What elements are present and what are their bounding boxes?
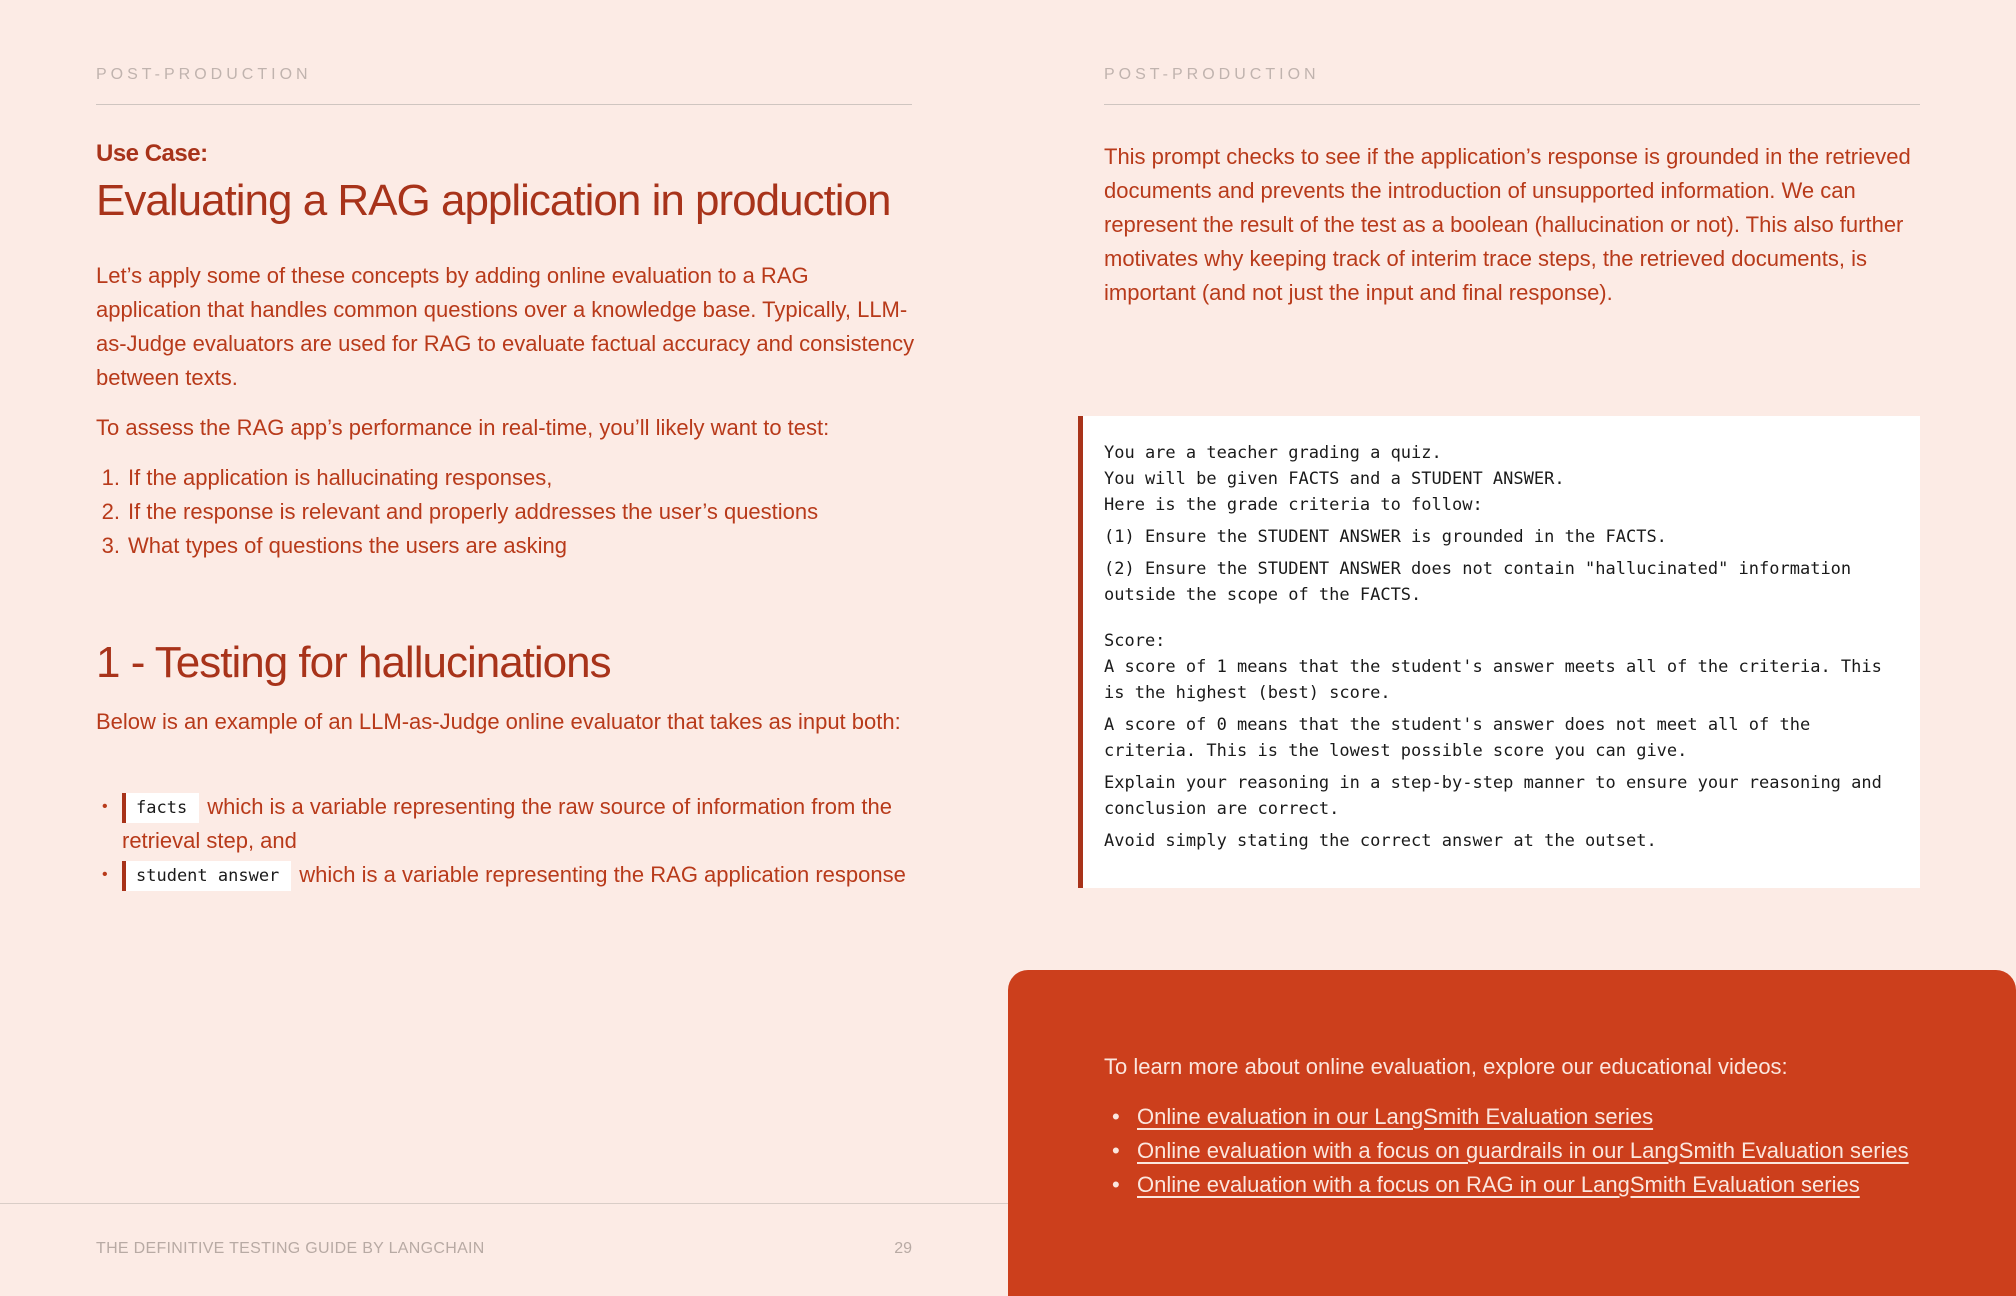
video-links-list [1104, 1100, 1909, 1202]
assess-paragraph: To assess the RAG app’s performance in real-time, you’ll likely want to test: [96, 415, 830, 440]
left-divider [96, 104, 912, 105]
code-chip-student-answer: student answer [122, 861, 291, 891]
intro-paragraph: Let’s apply some of these concepts by adding online evaluation to a RAG application that handles common questions over a knowledge base. Typically, LLM-as-Judge evaluators are used for RAG to evaluate factual accuracy and consistency between texts. [96, 263, 915, 390]
footer-divider [0, 1203, 1008, 1204]
video-link-rag[interactable]: Online evaluation with a focus on RAG in our LangSmith Evaluation series [1137, 1172, 1860, 1197]
prompt-line: You are a teacher grading a quiz. [1104, 443, 1442, 463]
bullet-icon: • [1112, 1104, 1120, 1129]
prompt-line: Score: [1104, 631, 1166, 651]
section-title: 1 - Testing for hallucinations [96, 638, 611, 687]
bullet-icon: • [102, 866, 108, 883]
learn-more-panel [1008, 970, 2016, 1296]
footer-title: THE DEFINITIVE TESTING GUIDE BY LANGCHAIN [96, 1240, 485, 1257]
prompt-line: Here is the grade criteria to follow: [1104, 495, 1483, 515]
prompt-line: A score of 1 means that the student's answer meets all of the criteria. This is the highest (best) score. [1104, 657, 1893, 703]
prompt-line: (2) Ensure the STUDENT ANSWER does not contain "hallucinated" information outside the scope of the FACTS. [1104, 559, 1862, 605]
list-item: 3. What types of questions the users are asking [101, 533, 568, 558]
video-link-langsmith-series[interactable]: Online evaluation in our LangSmith Evaluation series [1137, 1104, 1654, 1129]
right-eyebrow: POST-PRODUCTION [1104, 66, 1320, 83]
list-item: • facts which is a variable representing the raw source of information from the retrieval step, and [96, 790, 916, 858]
list-item: 1. If the application is hallucinating responses, [101, 465, 553, 490]
tests-list [96, 461, 818, 563]
list-item [1104, 1168, 1909, 1202]
left-eyebrow: POST-PRODUCTION [96, 66, 312, 83]
list-item: • student answer which is a variable representing the RAG application response [96, 858, 916, 892]
code-chip-facts: facts [122, 793, 199, 823]
prompt-line: You will be given FACTS and a STUDENT ANSWER. [1104, 469, 1565, 489]
page-number: 29 [894, 1240, 912, 1257]
list-item: 2. If the response is relevant and properly addresses the user’s questions [101, 499, 819, 524]
prompt-line: Explain your reasoning in a step-by-step manner to ensure your reasoning and conclusion are correct. [1104, 773, 1893, 819]
below-paragraph: Below is an example of an LLM-as-Judge online evaluator that takes as input both: [96, 709, 901, 734]
video-link-guardrails[interactable]: Online evaluation with a focus on guardrails in our LangSmith Evaluation series [1137, 1138, 1909, 1163]
right-divider [1104, 104, 1920, 105]
prompt-line: Avoid simply stating the correct answer at the outset. [1104, 831, 1657, 851]
bullet-icon: • [1112, 1172, 1120, 1197]
learn-more-intro: To learn more about online evaluation, explore our educational videos: [1104, 1054, 1788, 1079]
list-item [1104, 1134, 1909, 1168]
prompt-intro-paragraph: This prompt checks to see if the application’s response is grounded in the retrieved documents and prevents the introduction of unsupported information. We can represent the result of the test as a boolean (hallucination or not). This also further motivates why keeping track of interim trace steps, the retrieved documents, is important (and not just the input and final response). [1104, 144, 1911, 305]
bullet-icon: • [1112, 1138, 1120, 1163]
prompt-line: A score of 0 means that the student's answer does not meet all of the criteria. This is the lowest possible score you can give. [1104, 715, 1821, 761]
prompt-code-block [1078, 416, 1920, 888]
bullet-icon: • [102, 798, 108, 815]
usecase-label: Use Case: [96, 140, 208, 167]
inputs-list [96, 790, 916, 892]
prompt-line: (1) Ensure the STUDENT ANSWER is grounded in the FACTS. [1104, 527, 1667, 547]
list-item [1104, 1100, 1909, 1134]
page-title: Evaluating a RAG application in production [96, 176, 891, 225]
